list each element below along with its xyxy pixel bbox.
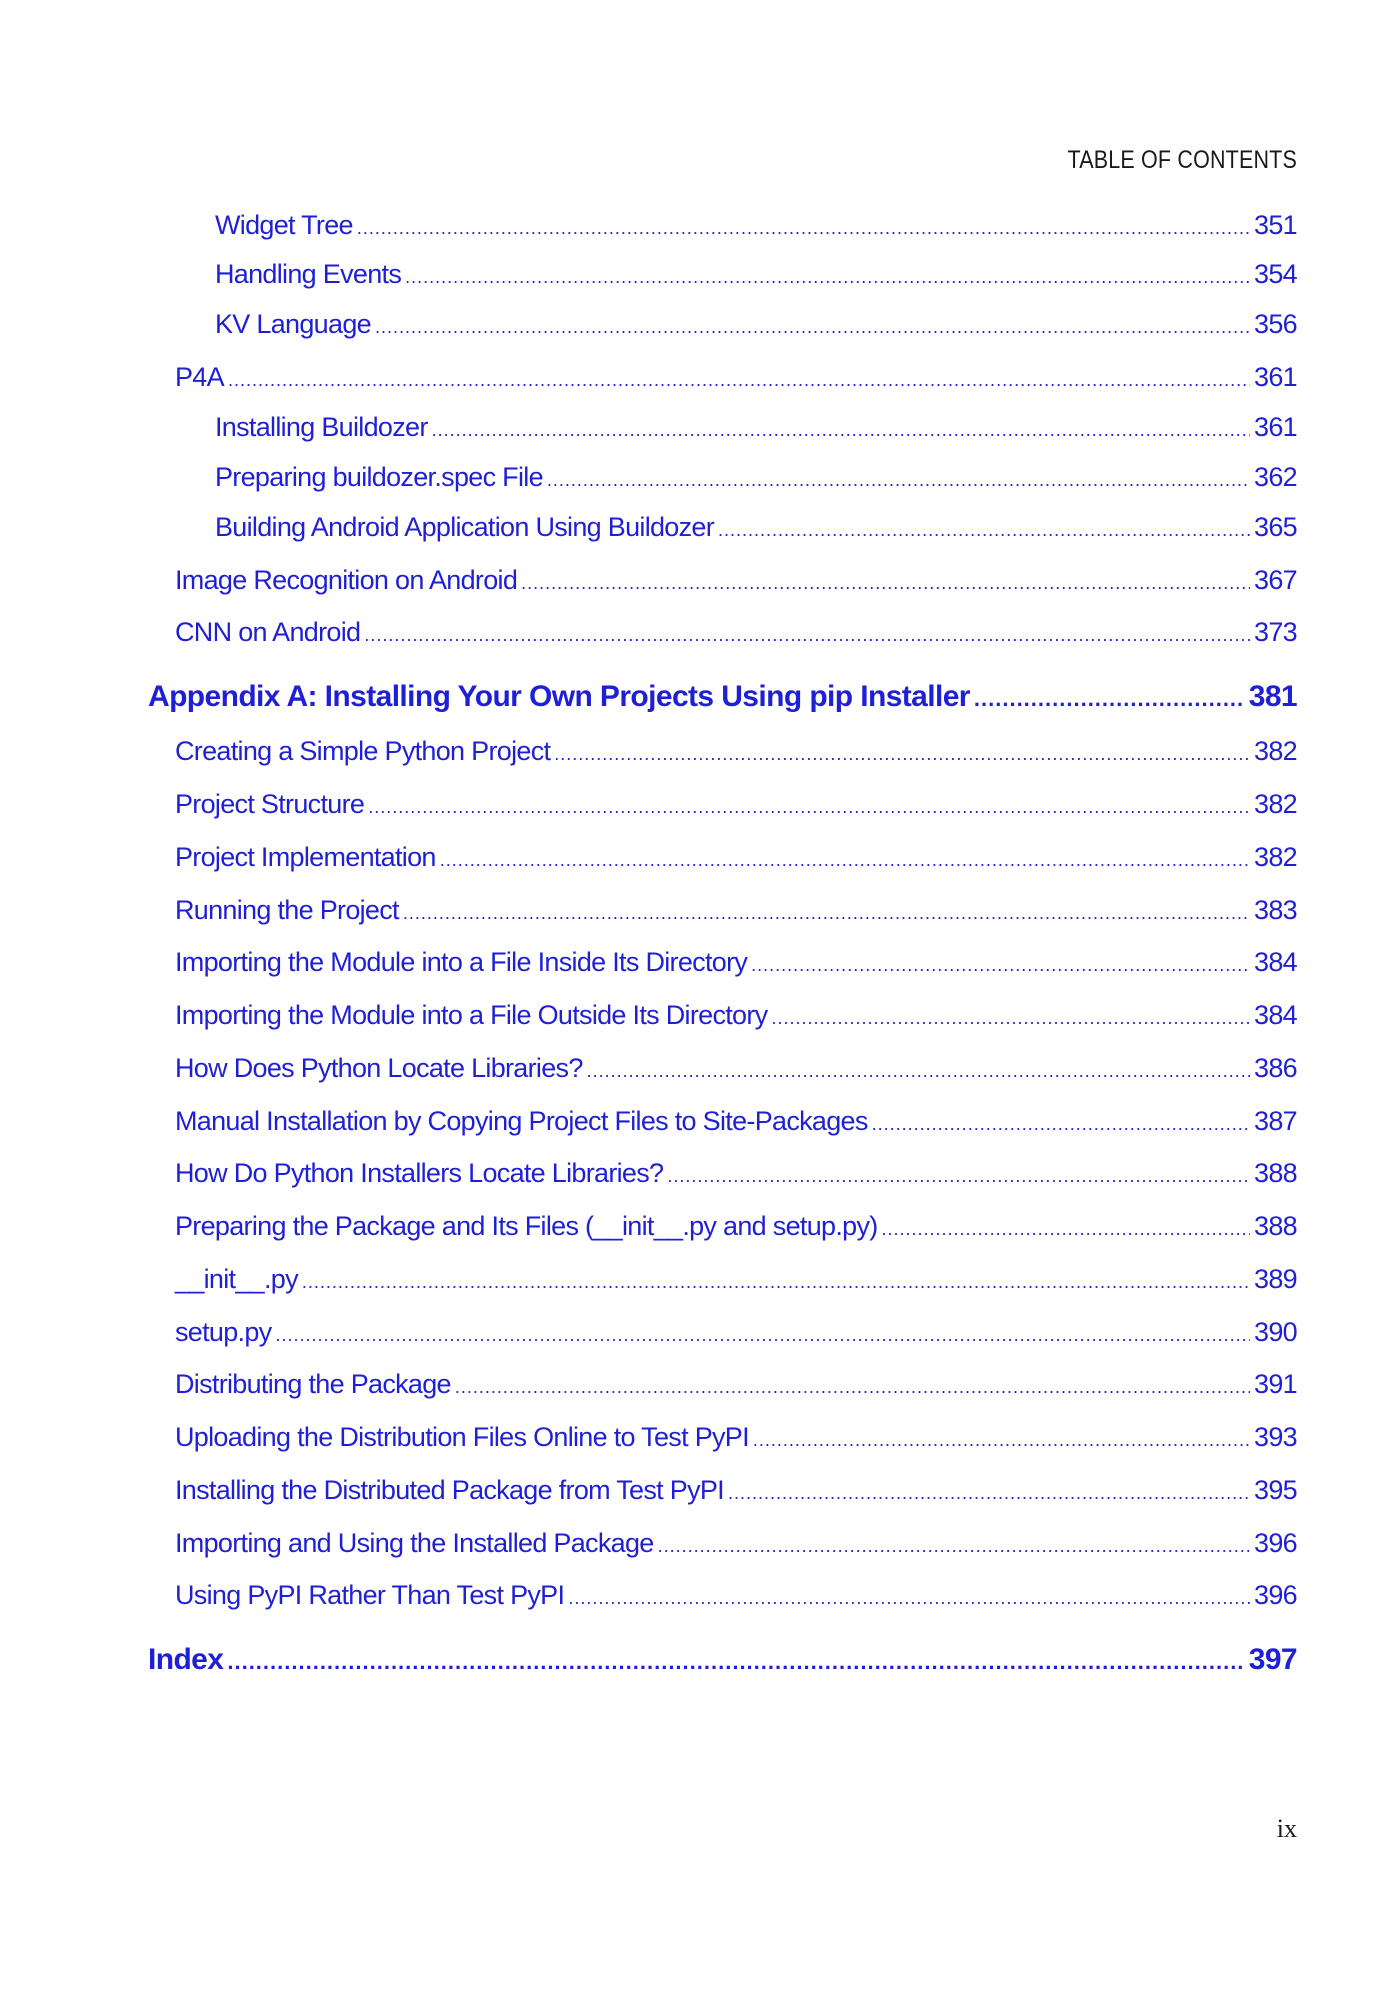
- dot-leader: [872, 1114, 1250, 1135]
- toc-entry-page: 388: [1254, 1158, 1297, 1188]
- toc-entry[interactable]: [175, 947, 1297, 978]
- toc-entry-page: 387: [1254, 1106, 1297, 1136]
- toc-entry-title: Importing the Module into a File Inside Its Directory: [175, 947, 748, 977]
- toc-entry-title: Preparing buildozer.spec File: [215, 462, 543, 492]
- toc-entry[interactable]: [175, 565, 1297, 596]
- dot-leader: [302, 1272, 1250, 1293]
- toc-entry[interactable]: [175, 1158, 1297, 1189]
- toc-entry-title: Appendix A: Installing Your Own Projects Using pip Installer: [148, 680, 970, 713]
- toc-entry[interactable]: [175, 1580, 1297, 1611]
- toc-entry-page: 396: [1254, 1528, 1297, 1558]
- toc-entry-title: Importing and Using the Installed Package: [175, 1528, 654, 1558]
- toc-entry-title: Building Android Application Using Buildozer: [215, 512, 715, 542]
- dot-leader: [357, 218, 1250, 239]
- dot-leader: [771, 1008, 1250, 1029]
- dot-leader: [440, 850, 1250, 871]
- dot-leader: [364, 625, 1250, 646]
- toc-entry[interactable]: [175, 362, 1297, 393]
- toc-entry-page: 396: [1254, 1580, 1297, 1610]
- toc-entry[interactable]: [215, 259, 1297, 290]
- toc-entry-title: Project Structure: [175, 789, 365, 819]
- toc-entry-page: 391: [1254, 1369, 1297, 1399]
- toc-entry-page: 362: [1254, 462, 1297, 492]
- running-head: TABLE OF CONTENTS: [1067, 146, 1297, 174]
- dot-leader: [974, 686, 1245, 712]
- dot-leader: [227, 1649, 1244, 1675]
- toc-entry[interactable]: [175, 1053, 1297, 1084]
- toc-entry-page: 386: [1254, 1053, 1297, 1083]
- toc-entry-page: 356: [1254, 309, 1297, 339]
- dot-leader: [403, 903, 1250, 924]
- toc-entry-title: P4A: [175, 362, 224, 392]
- toc-entry-page: 388: [1254, 1211, 1297, 1241]
- dot-leader: [432, 420, 1250, 441]
- toc-entry-title: Distributing the Package: [175, 1369, 451, 1399]
- dot-leader: [375, 317, 1250, 338]
- toc-entry-title: __init__.py: [175, 1264, 298, 1294]
- toc-entry-page: 354: [1254, 259, 1297, 289]
- toc-entry-title: Uploading the Distribution Files Online to Test PyPI: [175, 1422, 749, 1452]
- toc-entry-title: Manual Installation by Copying Project Files to Site-Packages: [175, 1106, 868, 1136]
- toc-entry-title: Handling Events: [215, 259, 402, 289]
- toc-entry[interactable]: [215, 309, 1297, 340]
- toc-entry-title: Image Recognition on Android: [175, 565, 518, 595]
- toc-entry[interactable]: [175, 1106, 1297, 1137]
- toc-entry-title: How Does Python Locate Libraries?: [175, 1053, 583, 1083]
- page-folio: ix: [1276, 1814, 1297, 1843]
- toc-entry-page: 383: [1254, 895, 1297, 925]
- dot-leader: [667, 1166, 1250, 1187]
- toc-entry[interactable]: [215, 210, 1297, 241]
- dot-leader: [368, 797, 1250, 818]
- toc-entry-title: Importing the Module into a File Outside Its Directory: [175, 1000, 768, 1030]
- dot-leader: [658, 1536, 1250, 1557]
- toc-entry[interactable]: [175, 736, 1297, 767]
- toc-entry-page: 381: [1248, 680, 1297, 713]
- toc-entry[interactable]: [215, 412, 1297, 443]
- toc-entry-title: Running the Project: [175, 895, 399, 925]
- toc-entry-page: 389: [1254, 1264, 1297, 1294]
- toc-entry-page: 390: [1254, 1317, 1297, 1347]
- toc-entry-page: 382: [1254, 789, 1297, 819]
- toc-entry[interactable]: [175, 789, 1297, 820]
- toc-entry-page: 365: [1254, 512, 1297, 542]
- toc-entry-page: 384: [1254, 1000, 1297, 1030]
- toc-entry[interactable]: [215, 462, 1297, 493]
- dot-leader: [554, 744, 1250, 765]
- toc-entry[interactable]: [175, 1264, 1297, 1295]
- toc-entry-page: 361: [1254, 412, 1297, 442]
- toc-entry-title: Installing Buildozer: [215, 412, 428, 442]
- dot-leader: [751, 955, 1250, 976]
- dot-leader: [728, 1483, 1250, 1504]
- toc-entry-title: Project Implementation: [175, 842, 436, 872]
- toc-entry-page: 361: [1254, 362, 1297, 392]
- toc-entry-page: 382: [1254, 842, 1297, 872]
- toc-entry-title: Installing the Distributed Package from Test PyPI: [175, 1475, 724, 1505]
- toc-entry-page: 384: [1254, 947, 1297, 977]
- toc-entry-title: How Do Python Installers Locate Libraries?: [175, 1158, 664, 1188]
- dot-leader: [405, 267, 1250, 288]
- toc-entry[interactable]: [175, 1317, 1297, 1348]
- toc-entry-page: 397: [1248, 1643, 1297, 1676]
- toc-entry[interactable]: [175, 895, 1297, 926]
- toc-entry[interactable]: [175, 1369, 1297, 1400]
- toc-entry-title: setup.py: [175, 1317, 272, 1347]
- toc-entry-title: Widget Tree: [215, 210, 353, 240]
- toc-entry[interactable]: [175, 1211, 1297, 1242]
- toc-entry-title: Preparing the Package and Its Files (__init__.py and setup.py): [175, 1211, 878, 1241]
- dot-leader: [228, 370, 1250, 391]
- dot-leader: [547, 470, 1250, 491]
- dot-leader: [455, 1377, 1250, 1398]
- toc-entry-title: KV Language: [215, 309, 371, 339]
- toc-entry[interactable]: [175, 1528, 1297, 1559]
- toc-entry-page: 351: [1254, 210, 1297, 240]
- toc-entry-title: Using PyPI Rather Than Test PyPI: [175, 1580, 565, 1610]
- toc-entry[interactable]: [175, 617, 1297, 648]
- toc-entry-title: Index: [148, 1643, 224, 1676]
- toc-entry-index[interactable]: [148, 1643, 1297, 1677]
- toc-entry[interactable]: [215, 512, 1297, 543]
- toc-entry-page: 395: [1254, 1475, 1297, 1505]
- dot-leader: [568, 1588, 1250, 1609]
- toc-entry-title: CNN on Android: [175, 617, 361, 647]
- toc-entry-page: 382: [1254, 736, 1297, 766]
- toc-entry-page: 367: [1254, 565, 1297, 595]
- dot-leader: [587, 1061, 1250, 1082]
- dot-leader: [753, 1430, 1250, 1451]
- dot-leader: [521, 573, 1250, 594]
- dot-leader: [882, 1219, 1251, 1240]
- toc-entry-page: 373: [1254, 617, 1297, 647]
- dot-leader: [275, 1325, 1250, 1346]
- toc-entry[interactable]: [175, 1422, 1297, 1453]
- toc-entry[interactable]: [175, 842, 1297, 873]
- toc-entry[interactable]: [175, 1000, 1297, 1031]
- toc-entry-title: Creating a Simple Python Project: [175, 736, 551, 766]
- dot-leader: [718, 520, 1250, 541]
- toc-entry[interactable]: [175, 1475, 1297, 1506]
- toc-entry-appendix[interactable]: [148, 680, 1297, 714]
- toc-entry-page: 393: [1254, 1422, 1297, 1452]
